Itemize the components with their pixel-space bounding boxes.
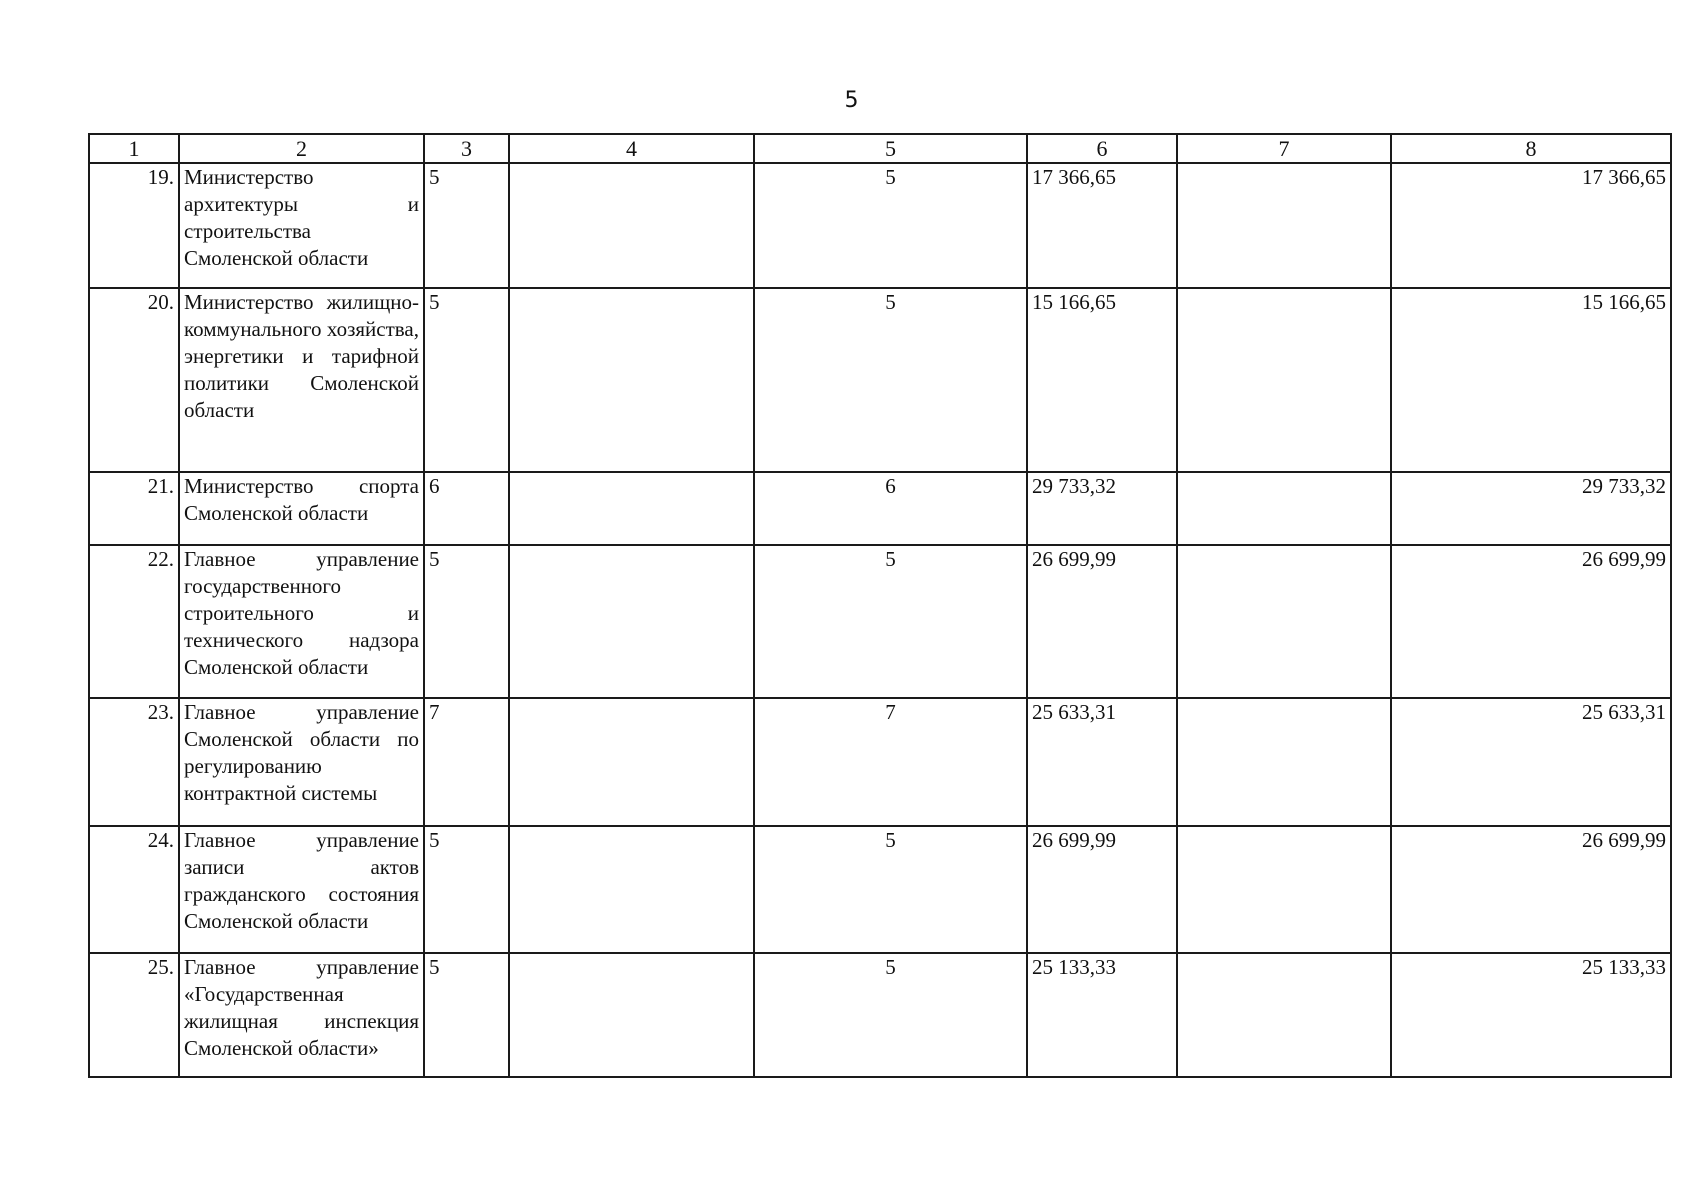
cell-col8: 29 733,32: [1391, 472, 1671, 545]
table-row: [89, 163, 1671, 288]
cell-col4: [509, 826, 754, 953]
column-header: 4: [509, 134, 754, 163]
cell-col4: [509, 545, 754, 698]
cell-col6: 25 633,31: [1027, 698, 1177, 826]
table-row: [89, 698, 1671, 826]
cell-col7: [1177, 288, 1391, 472]
organization-name: Министерство спорта Смоленской области: [179, 472, 424, 545]
cell-col5: 5: [754, 288, 1027, 472]
cell-col3: 5: [424, 826, 509, 953]
cell-col8: 25 133,33: [1391, 953, 1671, 1077]
cell-col7: [1177, 472, 1391, 545]
table-row: [89, 472, 1671, 545]
cell-col4: [509, 472, 754, 545]
cell-col6: 15 166,65: [1027, 288, 1177, 472]
cell-col8: 15 166,65: [1391, 288, 1671, 472]
cell-col3: 6: [424, 472, 509, 545]
cell-col4: [509, 288, 754, 472]
cell-col4: [509, 698, 754, 826]
organization-name: Министерство архитектуры и строительства Смоленской области: [179, 163, 424, 288]
cell-col7: [1177, 545, 1391, 698]
cell-col8: 17 366,65: [1391, 163, 1671, 288]
row-number: 22.: [89, 545, 179, 698]
cell-col7: [1177, 953, 1391, 1077]
cell-col5: 7: [754, 698, 1027, 826]
column-header: 2: [179, 134, 424, 163]
row-number: 19.: [89, 163, 179, 288]
cell-col4: [509, 163, 754, 288]
row-number: 20.: [89, 288, 179, 472]
cell-col8: 25 633,31: [1391, 698, 1671, 826]
cell-col7: [1177, 826, 1391, 953]
organization-name: Министерство жилищно-коммунального хозяйства, энергетики и тарифной политики Смоленской области: [179, 288, 424, 472]
column-header: 3: [424, 134, 509, 163]
cell-col3: 5: [424, 288, 509, 472]
table-row: [89, 288, 1671, 472]
cell-col8: 26 699,99: [1391, 826, 1671, 953]
cell-col7: [1177, 163, 1391, 288]
column-header: 1: [89, 134, 179, 163]
table-row: [89, 826, 1671, 953]
cell-col7: [1177, 698, 1391, 826]
row-number: 21.: [89, 472, 179, 545]
data-table: [88, 133, 1672, 1078]
cell-col6: 17 366,65: [1027, 163, 1177, 288]
organization-name: Главное управление «Государственная жилищная инспекция Смоленской области»: [179, 953, 424, 1077]
table-row: [89, 545, 1671, 698]
cell-col8: 26 699,99: [1391, 545, 1671, 698]
row-number: 24.: [89, 826, 179, 953]
cell-col3: 5: [424, 545, 509, 698]
cell-col5: 5: [754, 163, 1027, 288]
cell-col5: 5: [754, 545, 1027, 698]
cell-col6: 29 733,32: [1027, 472, 1177, 545]
organization-name: Главное управление Смоленской области по регулированию контрактной системы: [179, 698, 424, 826]
cell-col3: 5: [424, 163, 509, 288]
table-row: [89, 953, 1671, 1077]
cell-col3: 5: [424, 953, 509, 1077]
cell-col5: 5: [754, 953, 1027, 1077]
cell-col6: 26 699,99: [1027, 545, 1177, 698]
organization-name: Главное управление записи актов гражданского состояния Смоленской области: [179, 826, 424, 953]
organization-name: Главное управление государственного строительного и технического надзора Смоленской области: [179, 545, 424, 698]
column-header: 8: [1391, 134, 1671, 163]
column-header: 5: [754, 134, 1027, 163]
cell-col6: 25 133,33: [1027, 953, 1177, 1077]
cell-col4: [509, 953, 754, 1077]
column-header: 6: [1027, 134, 1177, 163]
column-header: 7: [1177, 134, 1391, 163]
cell-col5: 6: [754, 472, 1027, 545]
header-row: [89, 134, 1671, 163]
cell-col3: 7: [424, 698, 509, 826]
cell-col5: 5: [754, 826, 1027, 953]
cell-col6: 26 699,99: [1027, 826, 1177, 953]
row-number: 23.: [89, 698, 179, 826]
page-number: 5: [844, 88, 859, 113]
row-number: 25.: [89, 953, 179, 1077]
